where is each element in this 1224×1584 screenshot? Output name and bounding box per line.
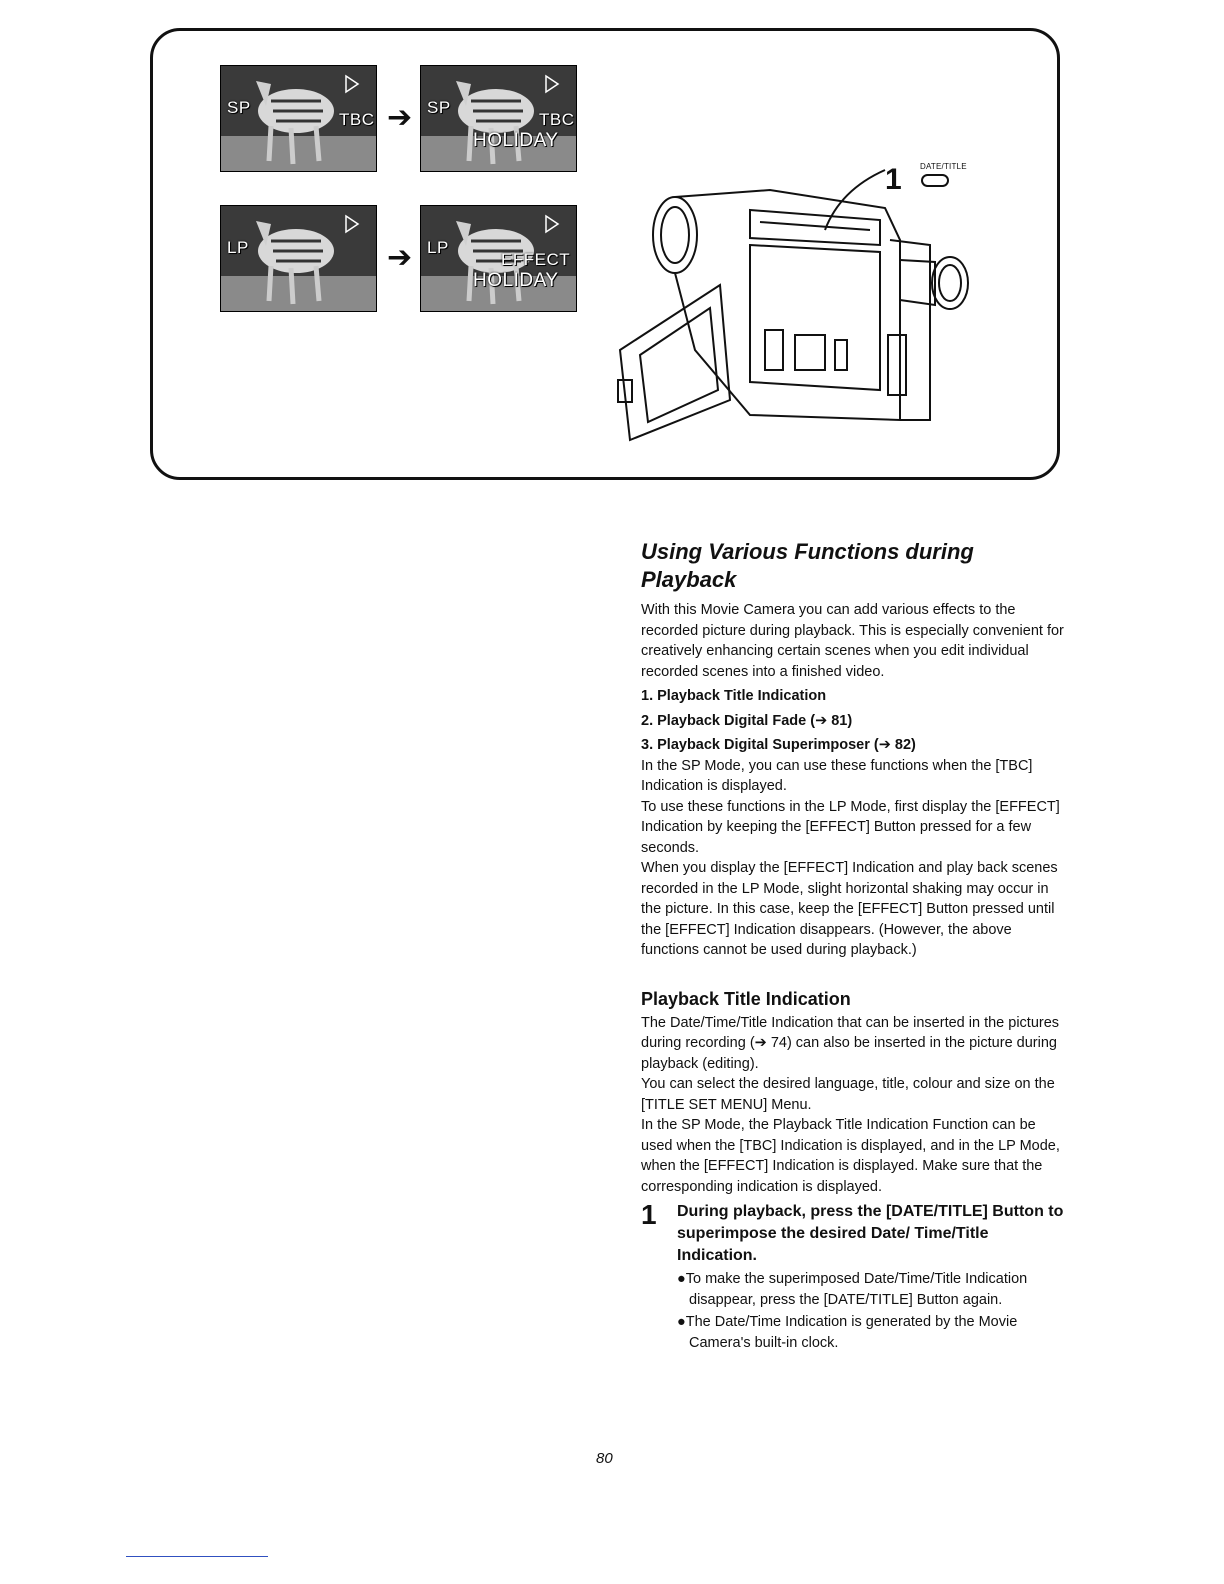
tbc-indicator: TBC (539, 110, 575, 129)
tape-mode-label: SP (227, 98, 251, 117)
camcorder-illustration (600, 150, 1000, 450)
instruction-step (641, 1201, 1066, 1267)
function-list-item: 2. Playback Digital Fade (➔ 81) (641, 712, 853, 729)
callout-step-number: 1 (885, 163, 902, 196)
title-indication: HOLIDAY (473, 270, 559, 291)
playback-thumbnail (420, 205, 577, 312)
body-paragraph: You can select the desired language, title, colour and size on the [TITLE SET MENU] Menu. (641, 1076, 1055, 1113)
body-paragraph: When you display the [EFFECT] Indication and play back scenes recorded in the LP Mode, slight horizontal shaking may occur in the picture. In this case, keep the [EFFECT] Button pressed until the [EFFECT] Indication disappears. (However, the above functions cannot be used during playback.) (641, 860, 1058, 958)
page-number: 80 (596, 1450, 613, 1467)
tape-mode-label: LP (227, 238, 249, 257)
step-number: 1 (641, 1199, 657, 1230)
subsection-title: Playback Title Indication (641, 988, 851, 1009)
date-title-button-label: DATE/TITLE (920, 162, 967, 171)
playback-thumbnail (420, 65, 577, 172)
body-paragraph: The Date/Time/Title Indication that can be inserted in the pictures during recording (➔ 74) can also be inserted in the picture during playback (editing). (641, 1014, 1060, 1072)
arrow-icon: ➔ (387, 240, 413, 275)
tape-mode-label: SP (427, 98, 451, 117)
function-list-item: 1. Playback Title Indication (641, 688, 827, 704)
body-paragraph: In the SP Mode, you can use these functions when the [TBC] Indication is displayed. (641, 757, 1033, 794)
date-title-button-icon (921, 174, 949, 187)
step-text: During playback, press the [DATE/TITLE] Button to superimpose the desired Date/ Time/Title Indication. (677, 1203, 1064, 1264)
zebra-scene-image (221, 206, 376, 311)
tape-mode-label: LP (427, 238, 449, 257)
arrow-icon: ➔ (387, 100, 413, 135)
playback-thumbnail (220, 65, 377, 172)
tbc-indicator: TBC (339, 110, 375, 129)
bullet-note: ●To make the superimposed Date/Time/Title Indication disappear, press the [DATE/TITLE] Button again. (677, 1271, 1028, 1308)
intro-paragraph: With this Movie Camera you can add various effects to the recorded picture during playback. This is especially convenient for creatively enhancing certain scenes when you edit individual recorded scenes into a finished video. (641, 602, 1064, 680)
title-indication: HOLIDAY (473, 130, 559, 151)
bullet-note: ●The Date/Time Indication is generated by the Movie Camera's built-in clock. (677, 1314, 1018, 1351)
section-title: Using Various Functions during Playback (641, 539, 974, 592)
body-paragraph: In the SP Mode, the Playback Title Indication Function can be used when the [TBC] Indication is displayed, and in the LP Mode, when the [EFFECT] Indication is displayed. Make sure that the corresponding indication is displayed. (641, 1117, 1060, 1195)
effect-indicator: EFFECT (501, 250, 571, 269)
playback-thumbnail (220, 205, 377, 312)
text-column (641, 538, 1066, 1353)
function-list-item: 3. Playback Digital Superimposer (➔ 82) (641, 737, 916, 753)
body-paragraph: To use these functions in the LP Mode, first display the [EFFECT] Indication by keeping the [EFFECT] Button pressed for a few seconds. (641, 798, 1060, 856)
footer-divider (126, 1556, 268, 1557)
